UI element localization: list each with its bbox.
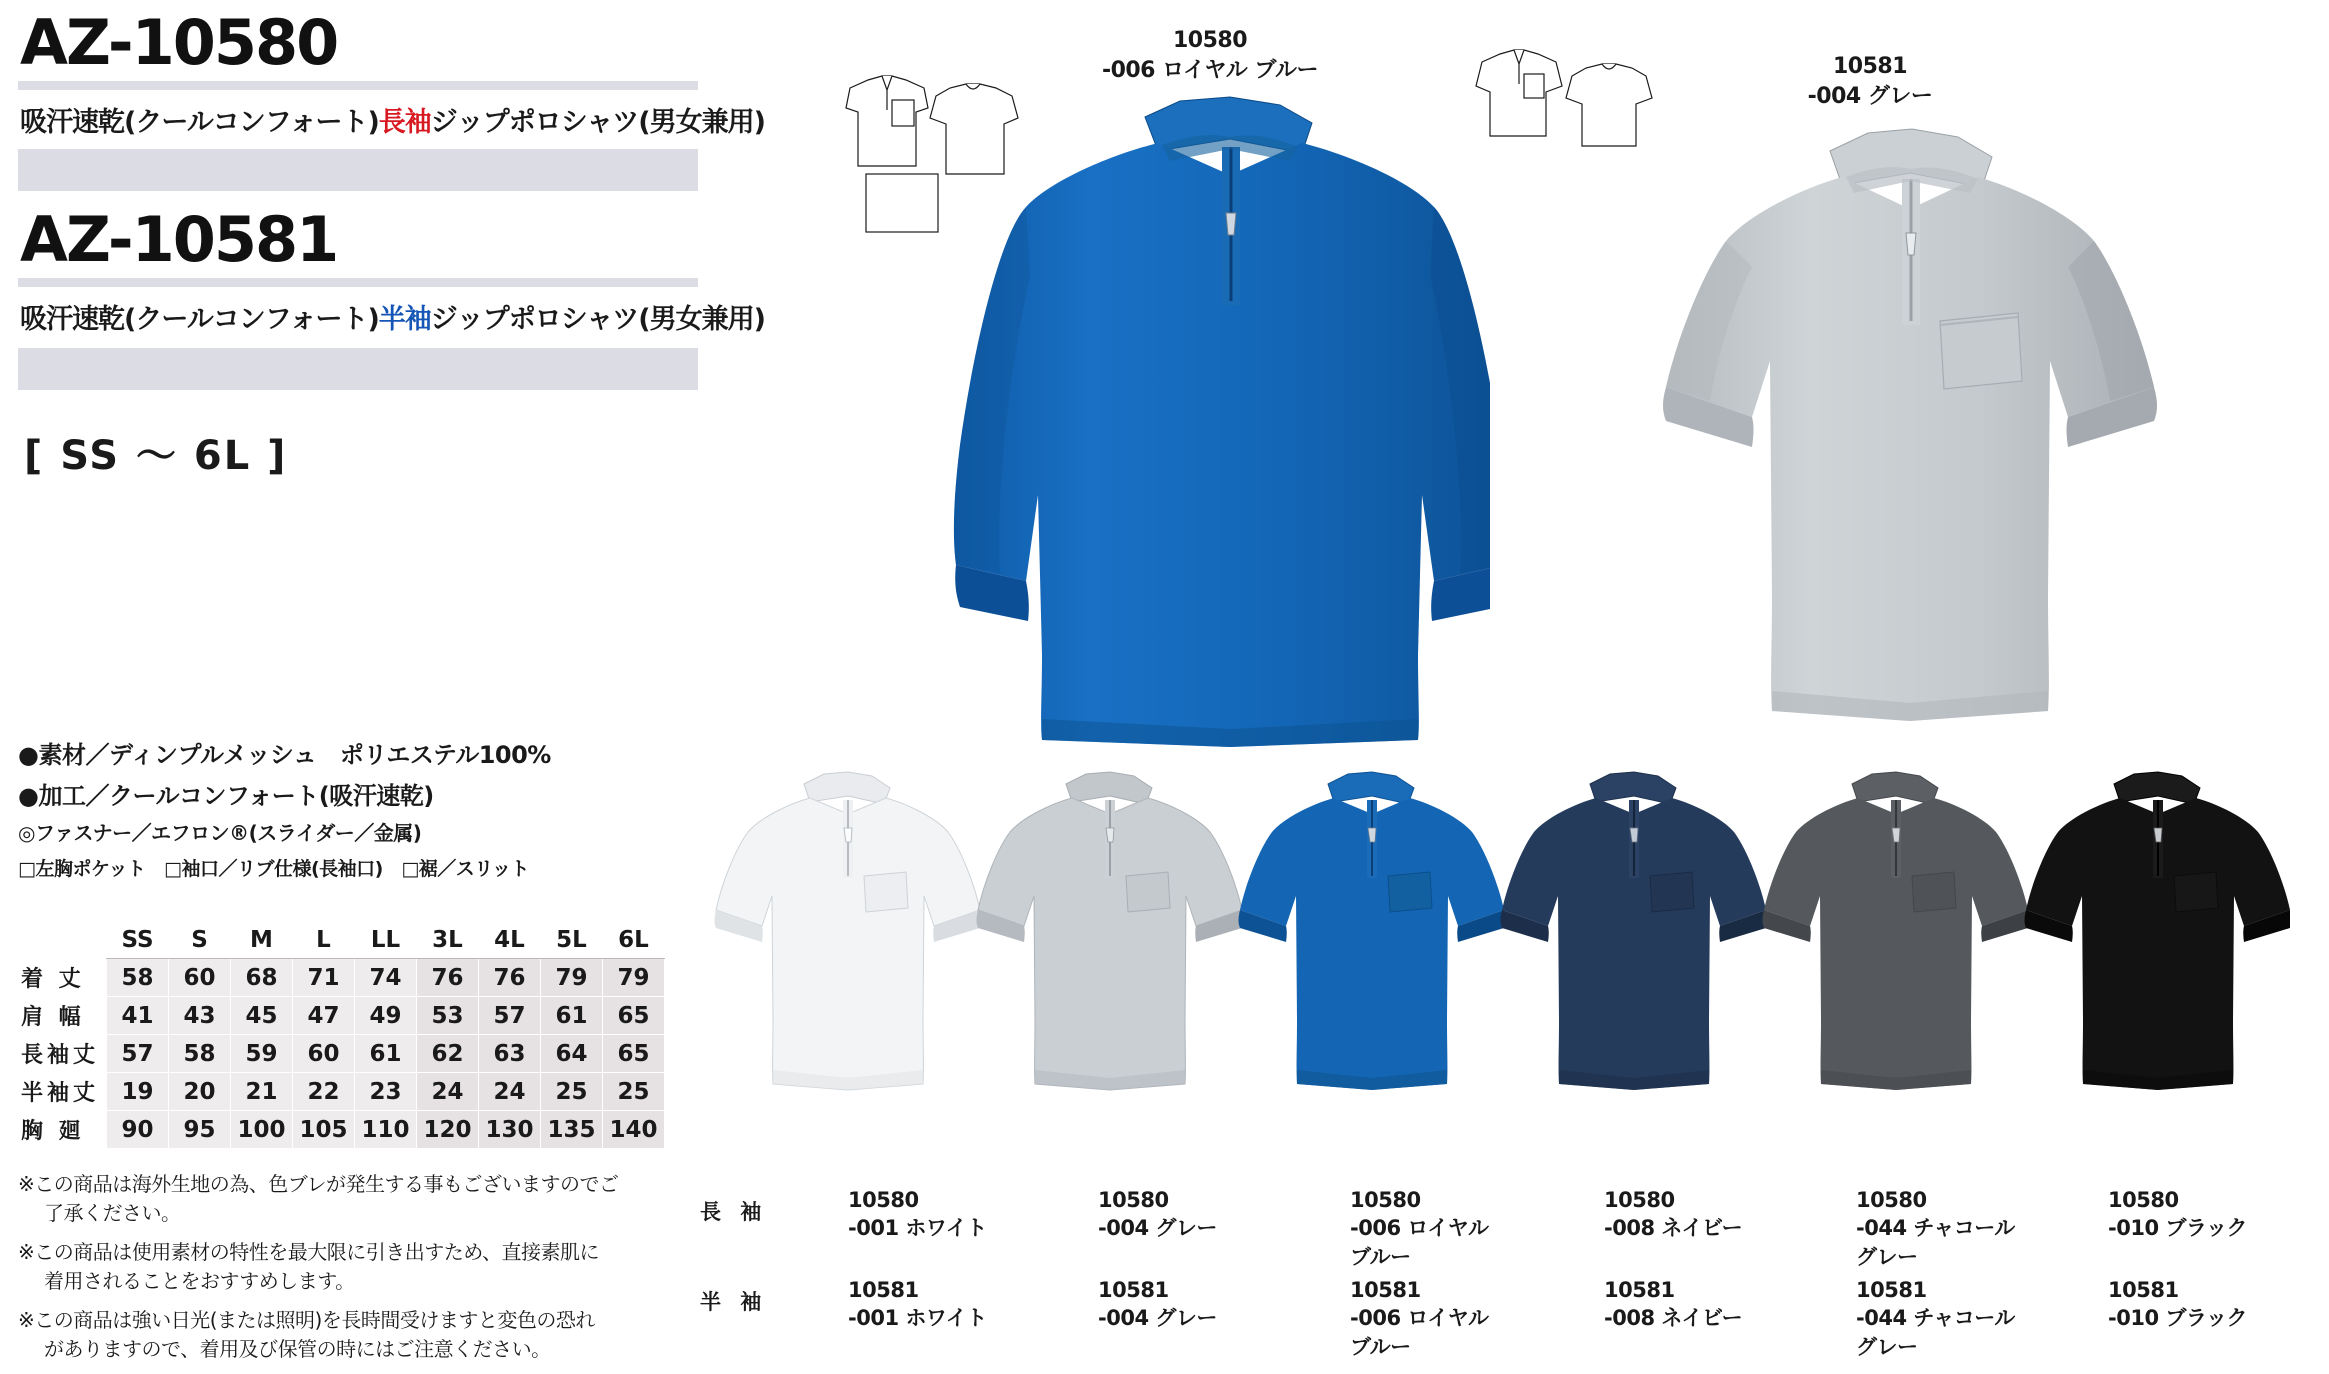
cell-4-3: 105 [293,1111,355,1149]
cell-1-6: 57 [479,997,541,1035]
note-1-main: ※この商品は使用素材の特性を最大限に引き出すため、直接素肌に [18,1240,599,1264]
cell-3-0: 19 [107,1073,169,1111]
divider-3 [18,278,698,287]
cell-1-4: 49 [355,997,417,1035]
caption-short-0-code: 10581 [848,1278,919,1302]
note-2-cont: がありますので、着用及び保管の時にはご注意ください。 [44,1337,551,1361]
color-swatch-shirt-5 [2010,770,2290,1150]
caption-short-3-code: 10581 [1604,1278,1675,1302]
hero-label-left-code: 10580 [1172,28,1248,53]
col-header-8: 6L [603,921,665,959]
row-header-3: 半袖丈 [19,1073,107,1111]
cell-0-7: 79 [541,959,603,997]
cell-3-1: 20 [169,1073,231,1111]
caption-short-2-code: 10581 [1350,1278,1421,1302]
size-table [18,920,665,1149]
product-description-10580 [20,100,765,139]
divider-1 [18,81,698,90]
shirt-shape-3 [1501,772,1767,1090]
col-header-4: LL [355,921,417,959]
row-header-1: 肩 幅 [19,997,107,1035]
cell-2-4: 61 [355,1035,417,1073]
hero-label-right-code: 10581 [1832,54,1908,79]
shirt-shape-5 [2025,772,2291,1090]
desc-prefix-10581: 吸汗速乾(クールコンフォート) [20,304,379,336]
desc-suffix-10581: ジップポロシャツ(男女兼用) [430,304,765,336]
cell-0-4: 74 [355,959,417,997]
left-info-column [18,6,765,481]
hero-label-left [1040,26,1380,85]
col-header-3: L [293,921,355,959]
caption-short-5-code: 10581 [2108,1278,2179,1302]
note-0-cont: 了承ください。 [44,1201,181,1225]
hero-label-left-color: -006 ロイヤル ブルー [1101,57,1319,83]
caption-long-3-code: 10580 [1604,1188,1675,1212]
desc-suffix-10580: ジップポロシャツ(男女兼用) [430,107,765,139]
cell-2-8: 65 [603,1035,665,1073]
caption-long-2-code: 10580 [1350,1188,1421,1212]
cell-0-6: 76 [479,959,541,997]
note-2 [18,1306,678,1364]
cell-1-3: 47 [293,997,355,1035]
note-0-main: ※この商品は海外生地の為、色ブレが発生する事もございますのでご [18,1172,619,1196]
table-row [19,959,665,997]
caption-long-4-name2: グレー [1856,1244,1918,1269]
note-2-main: ※この商品は強い日光(または照明)を長時間受けますと変色の恐れ [18,1308,595,1332]
cell-3-5: 24 [417,1073,479,1111]
row-tag-long-sleeve: 長 袖 [700,1200,768,1224]
caption-short-1-name: -004 グレー [1098,1306,1217,1331]
caption-short-1 [1098,1276,1217,1333]
cell-3-6: 24 [479,1073,541,1111]
spec-material: ●素材／ディンプルメッシュ ポリエステル100% [18,741,551,769]
col-header-1: S [169,921,231,959]
cell-0-0: 58 [107,959,169,997]
cell-4-6: 130 [479,1111,541,1149]
note-1 [18,1238,678,1296]
cell-3-4: 23 [355,1073,417,1111]
spec-process: ●加工／クールコンフォート(吸汗速乾) [18,782,434,810]
caption-long-2-name: -006 ロイヤル [1350,1216,1489,1241]
hero-label-right-color: -004 グレー [1807,83,1933,109]
cell-0-3: 71 [293,959,355,997]
caption-long-0-code: 10580 [848,1188,919,1212]
table-row [19,1111,665,1149]
col-header-2: M [231,921,293,959]
cell-4-0: 90 [107,1111,169,1149]
shirt-shape-2 [1239,772,1505,1090]
caption-long-4 [1856,1186,2015,1271]
cell-3-8: 25 [603,1073,665,1111]
caption-long-5-name: -010 ブラック [2108,1216,2247,1241]
shirt-shape-0 [715,772,981,1090]
color-variant-row [700,770,2310,1190]
hero-label-right [1700,52,2040,111]
cell-4-4: 110 [355,1111,417,1149]
col-header-0: SS [107,921,169,959]
cell-1-5: 53 [417,997,479,1035]
product-description-10581 [20,297,765,336]
desc-highlight-10581: 半袖 [378,304,431,336]
caption-long-2 [1350,1186,1489,1271]
caption-short-2-name2: ブルー [1350,1334,1411,1359]
cell-0-1: 60 [169,959,231,997]
hero-shirt-long-sleeve-royal-blue [930,95,1490,785]
note-0 [18,1170,678,1228]
cell-2-0: 57 [107,1035,169,1073]
product-code-10581: AZ-10581 [20,203,338,277]
spec-block [18,735,708,887]
caption-long-3-name: -008 ネイビー [1604,1216,1743,1241]
cell-0-5: 76 [417,959,479,997]
desc-prefix-10580: 吸汗速乾(クールコンフォート) [20,107,379,139]
cell-2-6: 63 [479,1035,541,1073]
color-swatch-shirt-2 [1224,770,1504,1150]
spec-fastener: ◎ファスナー／エフロン®(スライダー／金属) [18,821,422,845]
cell-1-7: 61 [541,997,603,1035]
cell-1-2: 45 [231,997,293,1035]
note-1-cont: 着用されることをおすすめします。 [44,1269,355,1293]
caption-long-0-name: -001 ホワイト [848,1216,987,1241]
caption-long-5 [2108,1186,2247,1243]
hero-shirt-short-sleeve-grey [1640,125,2160,765]
caption-short-5 [2108,1276,2247,1333]
row-header-2: 長袖丈 [19,1035,107,1073]
caption-long-0 [848,1186,987,1243]
col-header-7: 5L [541,921,603,959]
caption-short-3 [1604,1276,1742,1333]
caption-short-2-name: -006 ロイヤル [1350,1306,1489,1331]
caption-long-1 [1098,1186,1217,1243]
caption-long-5-code: 10580 [2108,1188,2179,1212]
caption-short-2 [1350,1276,1489,1361]
line-art-sketch-short-sleeve [1460,42,1670,192]
row-header-4: 胸 廻 [19,1111,107,1149]
desc-highlight-10580: 長袖 [378,107,431,139]
product-code-10580: AZ-10580 [20,6,338,79]
notes-block [18,1170,678,1374]
caption-long-3 [1604,1186,1742,1243]
cell-2-1: 58 [169,1035,231,1073]
caption-long-4-name: -044 チャコール [1856,1216,2015,1241]
cell-2-3: 60 [293,1035,355,1073]
table-header-row [19,921,665,959]
caption-long-2-name2: ブルー [1350,1244,1411,1269]
cell-4-2: 100 [231,1111,293,1149]
cell-3-3: 22 [293,1073,355,1111]
caption-short-1-code: 10581 [1098,1278,1169,1302]
cell-4-8: 140 [603,1111,665,1149]
caption-short-0-name: -001 ホワイト [848,1306,987,1331]
cell-1-1: 43 [169,997,231,1035]
cell-1-0: 41 [107,997,169,1035]
col-header-6: 4L [479,921,541,959]
color-swatch-shirt-4 [1748,770,2028,1150]
caption-short-5-name: -010 ブラック [2108,1306,2247,1331]
caption-long-1-code: 10580 [1098,1188,1169,1212]
cell-4-1: 95 [169,1111,231,1149]
table-row [19,1073,665,1111]
cell-0-8: 79 [603,959,665,997]
color-swatch-shirt-0 [700,770,980,1150]
caption-short-4 [1856,1276,2015,1361]
cell-1-8: 65 [603,997,665,1035]
cell-2-5: 62 [417,1035,479,1073]
row-tag-short-sleeve: 半 袖 [700,1290,768,1314]
cell-3-2: 21 [231,1073,293,1111]
table-row [19,997,665,1035]
caption-long-4-code: 10580 [1856,1188,1927,1212]
caption-short-3-name: -008 ネイビー [1604,1306,1743,1331]
caption-short-4-name: -044 チャコール [1856,1306,2015,1331]
shirt-shape-1 [977,772,1243,1090]
cell-4-5: 120 [417,1111,479,1149]
caption-short-4-name2: グレー [1856,1334,1918,1359]
shirt-shape-4 [1763,772,2029,1090]
divider-2 [18,149,698,191]
caption-short-4-code: 10581 [1856,1278,1927,1302]
caption-long-1-name: -004 グレー [1098,1216,1217,1241]
color-swatch-shirt-1 [962,770,1242,1150]
cell-2-7: 64 [541,1035,603,1073]
cell-0-2: 68 [231,959,293,997]
cell-4-7: 135 [541,1111,603,1149]
col-header-5: 3L [417,921,479,959]
divider-4 [18,348,698,390]
table-row [19,1035,665,1073]
cell-3-7: 25 [541,1073,603,1111]
size-range-label: [ SS 〜 6L ] [24,433,288,480]
table-corner [19,921,107,959]
caption-short-0 [848,1276,987,1333]
spec-options: □左胸ポケット □袖口／リブ仕様(長袖口) □裾／スリット [18,858,530,880]
row-header-0: 着 丈 [19,959,107,997]
color-swatch-shirt-3 [1486,770,1766,1150]
cell-2-2: 59 [231,1035,293,1073]
